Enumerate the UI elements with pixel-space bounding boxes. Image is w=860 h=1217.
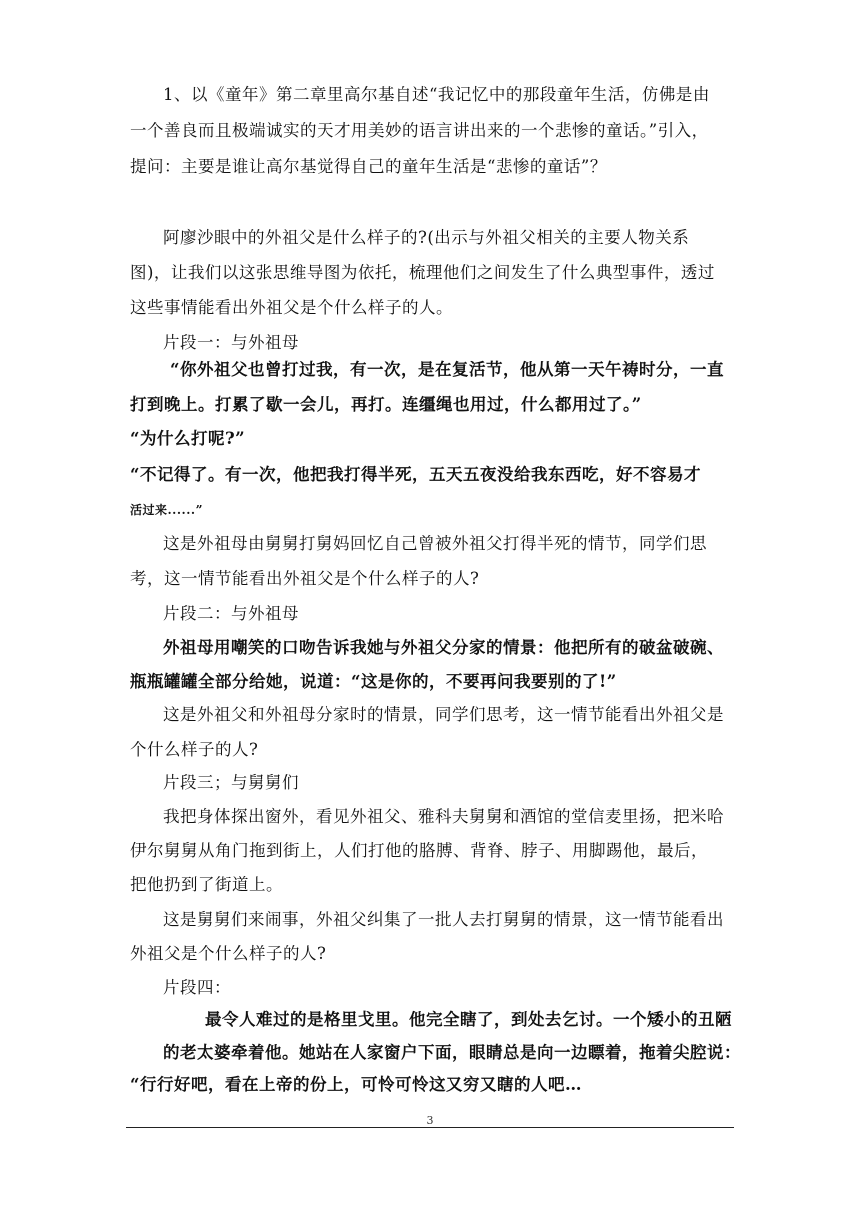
intro-paragraph-line-1: 1、以《童年》第二章里高尔基自述“我记忆中的那段童年生活，仿佛是由 xyxy=(163,85,710,104)
grandfather-paragraph-line-1: 阿廖沙眼中的外祖父是什么样子的?(出示与外祖父相关的主要人物关系 xyxy=(163,228,690,247)
excerpt-one-quote-line-1: “你外祖父也曾打过我，有一次，是在复活节，他从第一天午祷时分，一直 xyxy=(170,360,724,379)
intro-paragraph-line-2: 一个善良而且极端诚实的天才用美妙的语言讲出来的一个悲惨的童话。”引入， xyxy=(130,121,709,140)
excerpt-one-question-line-2: 考，这一情节能看出外祖父是个什么样子的人? xyxy=(130,569,480,588)
grandfather-paragraph-line-3: 这些事情能看出外祖父是个什么样子的人。 xyxy=(130,298,453,317)
excerpt-four-quote-line-1: 最令人难过的是格里戈里。他完全瞎了，到处去乞讨。一个矮小的丑陋 xyxy=(205,1010,732,1029)
grandfather-paragraph-line-2: 图)，让我们以这张思维导图为依托，梳理他们之间发生了什么典型事件，透过 xyxy=(130,263,715,282)
page-number: 3 xyxy=(426,1114,434,1127)
excerpt-one-quote-line-5: 活过来......” xyxy=(130,503,203,517)
excerpt-one-question-line-1: 这是外祖母由舅舅打舅妈回忆自己曾被外祖父打得半死的情节，同学们思 xyxy=(163,534,707,553)
excerpt-two-question-line-2: 个什么样子的人? xyxy=(130,740,259,759)
excerpt-three-heading: 片段三；与舅舅们 xyxy=(163,773,299,792)
excerpt-three-text-line-1: 我把身体探出窗外，看见外祖父、雅科夫舅舅和酒馆的堂信麦里扬，把米哈 xyxy=(163,807,724,826)
excerpt-three-question-line-2: 外祖父是个什么样子的人? xyxy=(130,944,327,963)
excerpt-three-question-line-1: 这是舅舅们来闹事，外祖父纠集了一批人去打舅舅的情景，这一情节能看出 xyxy=(163,910,724,929)
excerpt-four-heading: 片段四： xyxy=(163,978,231,997)
excerpt-three-text-line-2: 伊尔舅舅从角门拖到街上，人们打他的胳膊、背脊、脖子、用脚踢他，最后， xyxy=(130,841,708,860)
excerpt-two-heading: 片段二：与外祖母 xyxy=(163,604,299,623)
excerpt-four-quote-line-2: 的老太婆牵着他。她站在人家窗户下面，眼睛总是向一边瞟着，拖着尖腔说： xyxy=(163,1043,741,1062)
excerpt-three-text-line-3: 把他扔到了街道上。 xyxy=(130,875,283,894)
excerpt-two-quote-line-1: 外祖母用嘲笑的口吻告诉我她与外祖父分家的情景：他把所有的破盆破碗、 xyxy=(163,638,724,657)
excerpt-one-quote-line-3: “为什么打呢?” xyxy=(130,429,246,448)
footer-divider xyxy=(126,1127,734,1128)
excerpt-one-heading: 片段一：与外祖母 xyxy=(163,333,299,352)
excerpt-one-quote-line-4: “不记得了。有一次，他把我打得半死，五天五夜没给我东西吃，好不容易才 xyxy=(130,465,701,484)
excerpt-two-quote-line-2: 瓶瓶罐罐全部分给她，说道：“这是你的，不要再问我要别的了!” xyxy=(130,672,617,691)
excerpt-four-quote-line-3: “行行好吧，看在上帝的份上，可怜可怜这又穷又瞎的人吧… xyxy=(130,1075,582,1094)
excerpt-two-question-line-1: 这是外祖父和外祖母分家时的情景，同学们思考，这一情节能看出外祖父是 xyxy=(163,705,724,724)
excerpt-one-quote-line-2: 打到晚上。打累了歇一会儿，再打。连缰绳也用过，什么都用过了。” xyxy=(130,395,642,414)
intro-paragraph-line-3: 提问：主要是谁让高尔基觉得自己的童年生活是“悲惨的童话”？ xyxy=(130,157,607,176)
